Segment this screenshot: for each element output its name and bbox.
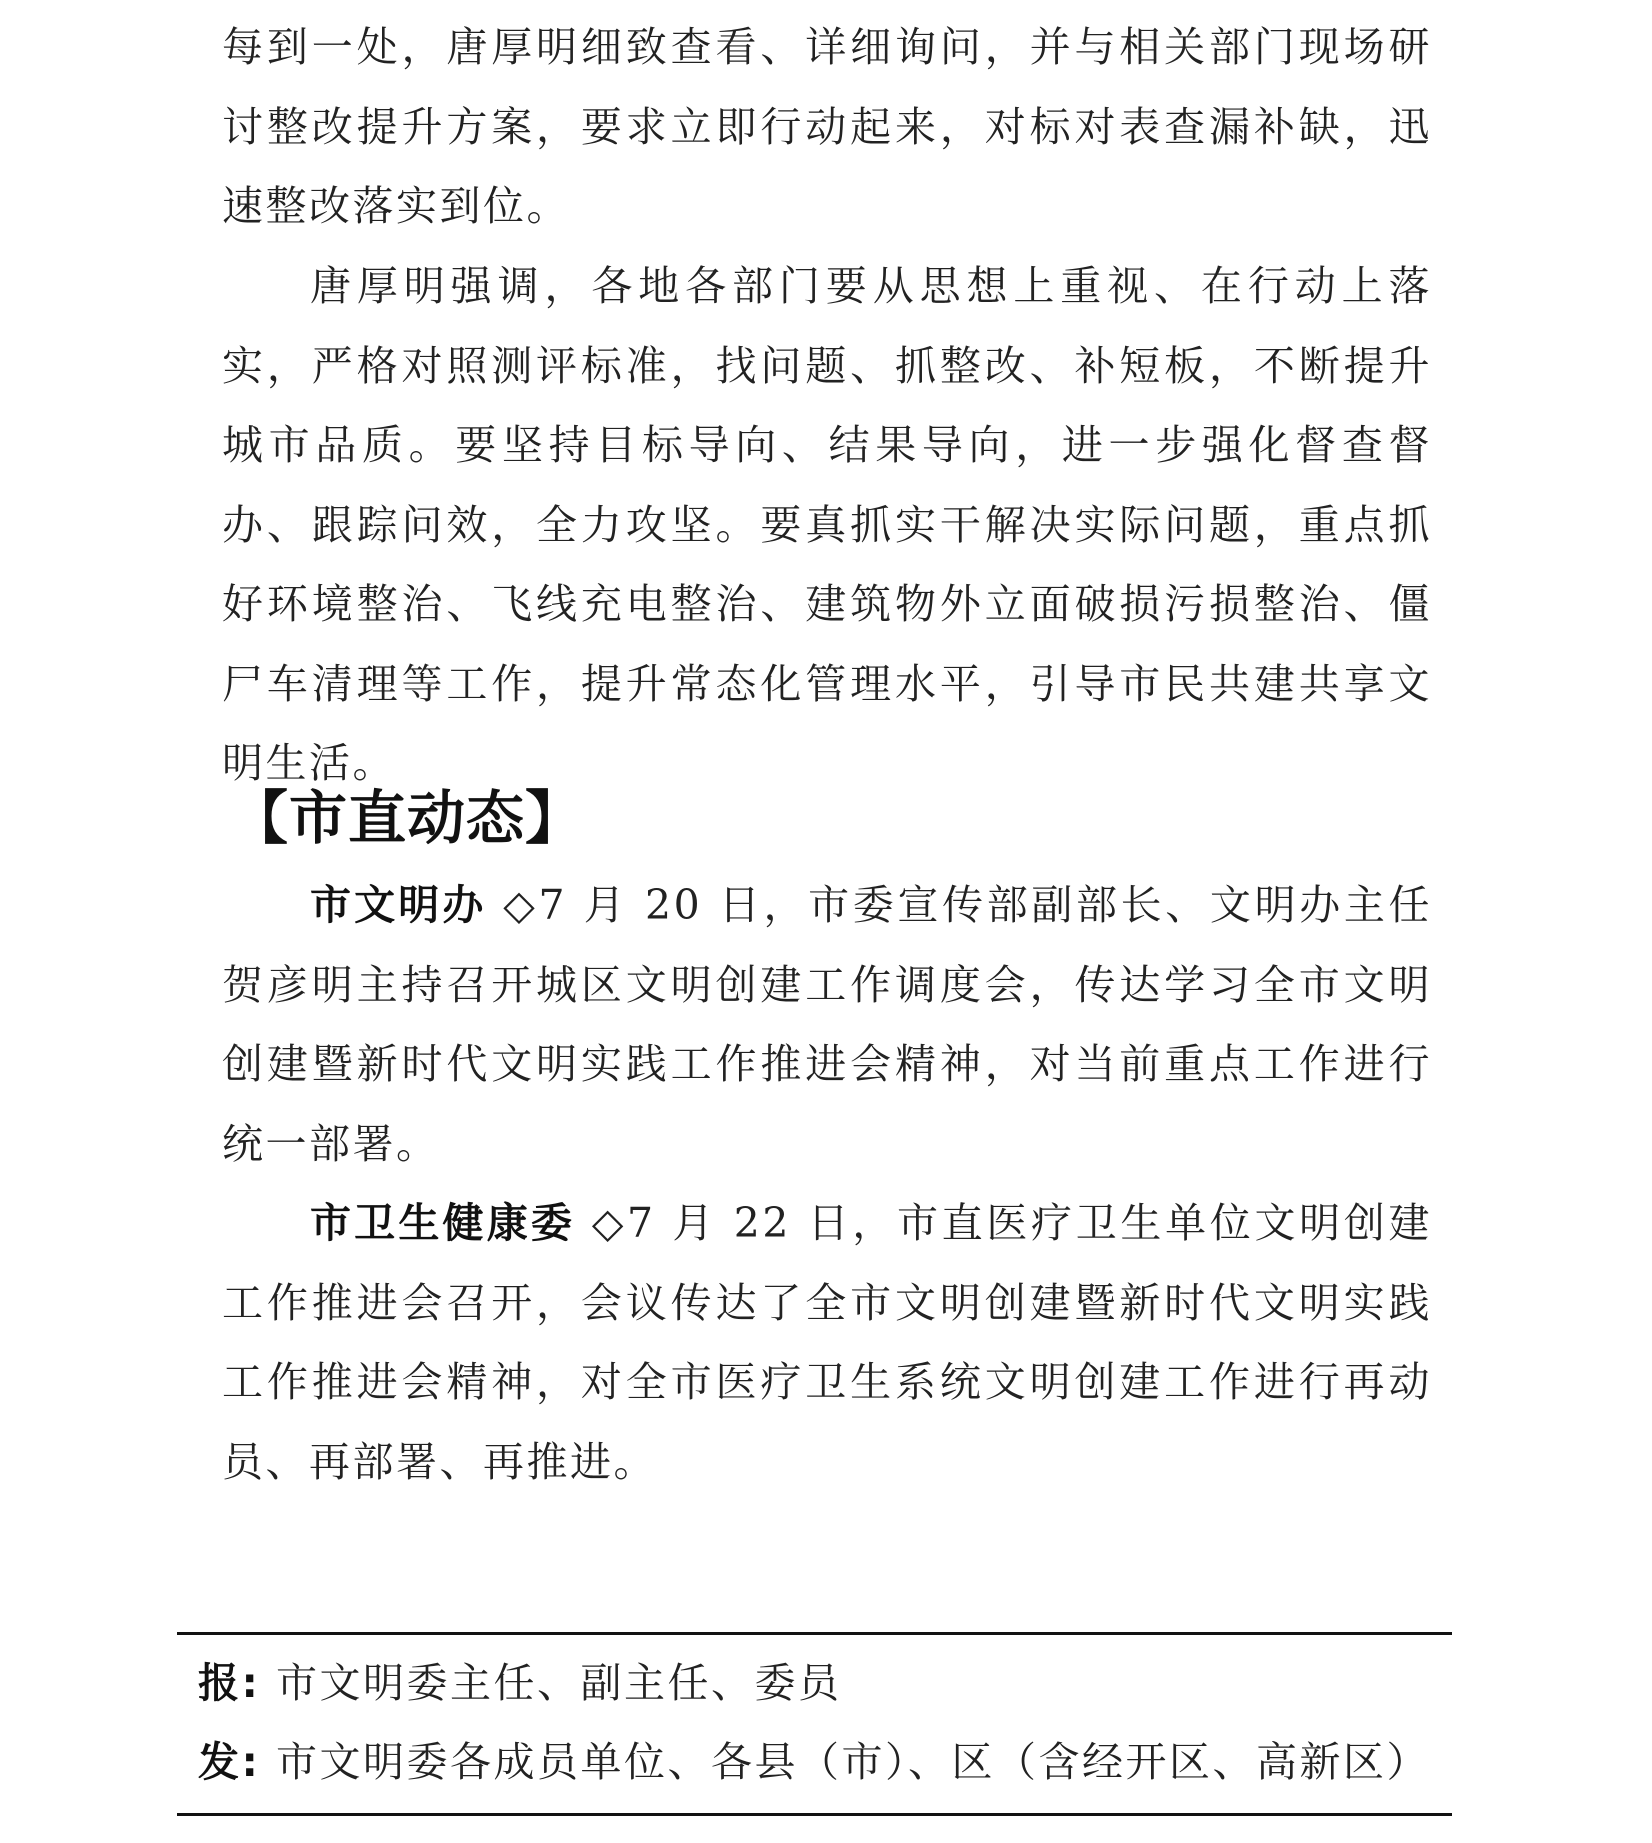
send-recipients: 市文明委各成员单位、各县（市）、区（含经开区、高新区）: [275, 1738, 1430, 1786]
spacer: [260, 1738, 276, 1786]
news-text: ◇7 月 22 日，市直医疗卫生单位文明创建工作推进会召开，会议传达了全市文明创建暨新时代文明实践工作推进会精神，对全市医疗卫生系统文明创建工作进行再动员、再部署、再推进。: [222, 1199, 1432, 1486]
section-heading: 【市直动态】: [230, 784, 585, 852]
body-paragraph-2: [222, 247, 1432, 804]
report-to-row: [198, 1653, 841, 1713]
spacer: [487, 881, 504, 929]
divider-top: [177, 1632, 1452, 1635]
spacer: [575, 1199, 592, 1247]
divider-bottom: [177, 1813, 1452, 1816]
body-paragraph-1: [222, 8, 1432, 247]
send-to-row: [198, 1732, 1430, 1792]
news-item-wenmingban: [222, 866, 1432, 1184]
news-paragraph: [222, 866, 1432, 1184]
news-text: ◇7 月 20 日，市委宣传部副部长、文明办主任贺彦明主持召开城区文明创建工作调度会，传达学习全市文明创建暨新时代文明实践工作推进会精神，对当前重点工作进行统一部署。: [222, 881, 1432, 1168]
report-label: 报:: [198, 1659, 261, 1707]
report-recipients: 市文明委主任、副主任、委员: [275, 1659, 842, 1707]
news-org-name: 市卫生健康委: [310, 1199, 576, 1247]
paragraph-text: 每到一处，唐厚明细致查看、详细询问，并与相关部门现场研讨整改提升方案，要求立即行动起来，对标对表查漏补缺，迅速整改落实到位。: [222, 23, 1432, 230]
news-item-weijianwei: [222, 1184, 1432, 1502]
news-org-name: 市文明办: [310, 881, 487, 929]
news-paragraph: [222, 1184, 1432, 1502]
spacer: [260, 1659, 276, 1707]
send-label: 发:: [198, 1738, 261, 1786]
paragraph-text: 唐厚明强调，各地各部门要从思想上重视、在行动上落实，严格对照测评标准，找问题、抓整改、补短板，不断提升城市品质。要坚持目标导向、结果导向，进一步强化督查督办、跟踪问效，全力攻坚。要真抓实干解决实际问题，重点抓好环境整治、飞线充电整治、建筑物外立面破损污损整治、僵尸车清理等工作，提升常态化管理水平，引导市民共建共享文明生活。: [222, 262, 1432, 787]
